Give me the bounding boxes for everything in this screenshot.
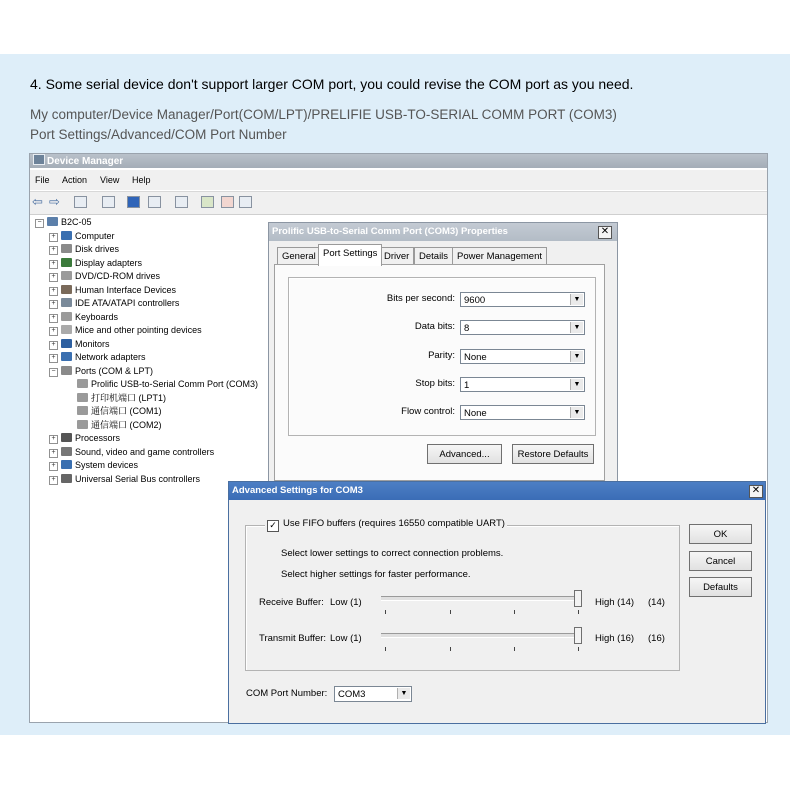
fifo-checkbox[interactable]: ✓ — [267, 520, 279, 532]
hint-higher: Select higher settings for faster performance. — [281, 569, 471, 580]
tree-item-label: 打印机端口 (LPT1) — [91, 392, 167, 403]
transmit-buffer-label: Transmit Buffer: — [259, 633, 327, 644]
uninstall-icon[interactable] — [221, 196, 234, 208]
port-device-icon — [77, 406, 88, 415]
field-select[interactable] — [460, 405, 585, 420]
expand-icon[interactable]: + — [49, 260, 58, 269]
expand-icon[interactable]: + — [49, 287, 58, 296]
field-label: Bits per second: — [386, 293, 455, 304]
tree-item-processor[interactable] — [49, 432, 120, 445]
display-icon — [61, 258, 72, 267]
tree-item-disk[interactable] — [49, 243, 119, 256]
tree-item-system[interactable] — [49, 459, 138, 472]
device-manager-icon — [33, 154, 45, 165]
port-properties-dialog — [268, 222, 618, 486]
expand-icon[interactable]: + — [49, 341, 58, 350]
close-icon[interactable]: ✕ — [749, 485, 763, 498]
chevron-down-icon[interactable]: ▼ — [570, 294, 583, 305]
ide-icon — [61, 298, 72, 307]
advanced-button[interactable]: Advanced... — [427, 444, 502, 464]
disk-icon — [61, 244, 72, 253]
receive-value: (14) — [648, 597, 665, 608]
view-icon[interactable] — [148, 196, 161, 208]
tree-item-label: Universal Serial Bus controllers — [75, 473, 201, 484]
tree-item-label: Disk drives — [75, 244, 120, 254]
expand-icon[interactable]: + — [49, 476, 58, 485]
tree-item-sound[interactable] — [49, 446, 214, 459]
tree-item-ide[interactable] — [49, 297, 179, 310]
port-device-icon — [77, 379, 88, 388]
tree-item-label: System devices — [75, 460, 139, 470]
computer-icon — [61, 231, 72, 240]
expand-icon[interactable]: + — [49, 449, 58, 458]
tree-item-label: Sound, video and game controllers — [75, 446, 215, 457]
field-label: Data bits: — [414, 321, 455, 332]
port-device-icon — [77, 420, 88, 429]
port-icon — [61, 366, 72, 375]
fifo-label: Use FIFO buffers (requires 16550 compatible UART) — [283, 518, 505, 529]
field-value: 8 — [464, 323, 470, 334]
advanced-title: Advanced Settings for COM3 — [232, 485, 363, 496]
back-arrow-icon[interactable]: ⇦ — [32, 194, 43, 209]
tree-item-port[interactable] — [49, 365, 153, 378]
tree-item-label: IDE ATA/ATAPI controllers — [75, 298, 180, 308]
chevron-down-icon[interactable]: ▼ — [570, 407, 583, 418]
tree-item-computer[interactable] — [49, 230, 115, 243]
properties-titlebar — [269, 223, 617, 241]
chevron-down-icon[interactable]: ▼ — [570, 351, 583, 362]
menu-action[interactable]: Action — [62, 175, 88, 185]
expand-icon[interactable]: + — [49, 300, 58, 309]
menu-view[interactable]: View — [100, 175, 120, 185]
expand-icon[interactable]: + — [49, 327, 58, 336]
tab-general[interactable]: General — [277, 247, 321, 265]
menu-file[interactable]: File — [35, 175, 50, 185]
defaults-button[interactable]: Defaults — [689, 577, 752, 597]
port-device-icon — [77, 393, 88, 402]
tree-item-dvd[interactable] — [49, 270, 160, 283]
tree-item-keyboard[interactable] — [49, 311, 118, 324]
field-label: Flow control: — [401, 406, 455, 417]
help-icon[interactable] — [127, 196, 140, 208]
field-select[interactable] — [460, 292, 585, 307]
list-icon[interactable] — [102, 196, 115, 208]
com-port-select[interactable] — [334, 686, 412, 702]
hid-icon — [61, 285, 72, 294]
menu-bar — [30, 170, 767, 190]
tree-item-monitor[interactable] — [49, 338, 110, 351]
transmit-high-label: High (16) — [595, 633, 635, 644]
transmit-slider-track — [381, 633, 582, 638]
toolbar — [30, 191, 767, 215]
mouse-icon — [61, 325, 72, 334]
tree-item-display[interactable] — [49, 257, 142, 270]
tree-item-mouse[interactable] — [49, 324, 202, 337]
keyboard-icon — [61, 312, 72, 321]
receive-slider-thumb[interactable] — [574, 590, 582, 607]
path-line-1: My computer/Device Manager/Port(COM/LPT)/PRELIFIE USB-TO-SERIAL COMM PORT (COM3) — [30, 107, 617, 122]
slider-tick — [385, 610, 386, 614]
tree-item-label: Ports (COM & LPT) — [75, 365, 154, 376]
expand-icon[interactable]: + — [49, 354, 58, 363]
tree-item-label: Prolific USB-to-Serial Comm Port (COM3) — [91, 379, 259, 389]
transmit-slider-thumb[interactable] — [574, 627, 582, 644]
chevron-down-icon[interactable]: ▼ — [397, 688, 410, 699]
field-value: 9600 — [464, 295, 486, 306]
expand-icon[interactable]: + — [49, 273, 58, 282]
menu-help[interactable]: Help — [132, 175, 151, 185]
field-select[interactable] — [460, 320, 585, 335]
field-label: Parity: — [428, 350, 455, 361]
tree-item-port-device[interactable] — [77, 378, 258, 391]
expand-icon[interactable]: + — [49, 246, 58, 255]
hint-lower: Select lower settings to correct connection problems. — [281, 548, 504, 559]
receive-buffer-label: Receive Buffer: — [259, 597, 324, 608]
enable-icon[interactable] — [239, 196, 252, 208]
restore-defaults-button[interactable]: Restore Defaults — [512, 444, 594, 464]
slider-tick — [514, 647, 515, 651]
expand-icon[interactable]: + — [49, 435, 58, 444]
chevron-down-icon[interactable]: ▼ — [570, 322, 583, 333]
port-settings-page — [274, 264, 605, 481]
tree-item-label: Display adapters — [75, 257, 143, 268]
tree-item-port-device[interactable] — [77, 419, 162, 432]
tab-power-management[interactable]: Power Management — [452, 247, 547, 265]
device-manager-title: Device Manager — [47, 156, 124, 167]
slider-tick — [450, 610, 451, 614]
properties-icon[interactable] — [74, 196, 87, 208]
monitor-icon — [61, 339, 72, 348]
tree-item-hid[interactable] — [49, 284, 176, 297]
chevron-down-icon[interactable]: ▼ — [570, 379, 583, 390]
expand-icon[interactable]: + — [49, 314, 58, 323]
transmit-low-label: Low (1) — [330, 633, 362, 644]
slider-tick — [514, 610, 515, 614]
sound-icon — [61, 447, 72, 456]
receive-low-label: Low (1) — [330, 597, 362, 608]
tree-item-label: 通信端口 (COM2) — [91, 419, 162, 430]
path-line-2: Port Settings/Advanced/COM Port Number — [30, 127, 287, 142]
field-value: None — [464, 352, 487, 363]
field-select[interactable] — [460, 377, 585, 392]
usb-icon — [61, 474, 72, 483]
advanced-settings-dialog — [228, 481, 766, 724]
tree-item-label: Mice and other pointing devices — [75, 325, 202, 335]
collapse-icon[interactable]: − — [35, 219, 44, 228]
forward-arrow-icon[interactable]: ⇨ — [49, 194, 60, 209]
tab-details[interactable]: Details — [414, 247, 453, 265]
fifo-checkbox-row[interactable] — [265, 518, 507, 532]
system-icon — [61, 460, 72, 469]
step-heading: 4. Some serial device don't support larger COM port, you could revise the COM port as you need. — [30, 76, 634, 92]
tree-item-label: Processors — [75, 433, 121, 443]
field-value: None — [464, 408, 487, 419]
close-icon[interactable]: ✕ — [598, 226, 612, 239]
properties-title: Prolific USB-to-Serial Comm Port (COM3) Properties — [272, 226, 508, 237]
tree-item-label: DVD/CD-ROM drives — [75, 271, 161, 281]
processor-icon — [61, 433, 72, 442]
receive-slider-track — [381, 596, 582, 601]
tree-item-label: Keyboards — [75, 311, 119, 322]
tree-item-network[interactable] — [49, 351, 146, 364]
ok-button[interactable]: OK — [689, 524, 752, 544]
tree-item-label: Computer — [75, 230, 115, 241]
scan-hardware-icon[interactable] — [175, 196, 188, 208]
tree-item-label: 通信端口 (COM1) — [91, 406, 162, 416]
update-driver-icon[interactable] — [201, 196, 214, 208]
tree-item-usb[interactable] — [49, 473, 200, 486]
tree-item-label: Monitors — [75, 338, 110, 349]
tree-item-label: Network adapters — [75, 352, 146, 362]
slider-tick — [450, 647, 451, 651]
tree-item-port-device[interactable] — [77, 392, 166, 405]
tree-root[interactable]: − B2C-05 — [35, 216, 92, 229]
advanced-titlebar — [229, 482, 765, 500]
field-select[interactable] — [460, 349, 585, 364]
device-manager-titlebar — [30, 154, 767, 168]
slider-tick — [578, 647, 579, 651]
tab-port-settings[interactable]: Port Settings — [318, 244, 382, 266]
slider-tick — [385, 647, 386, 651]
computer-root-icon — [47, 217, 58, 226]
tab-driver[interactable]: Driver — [379, 247, 414, 265]
network-icon — [61, 352, 72, 361]
dvd-icon — [61, 271, 72, 280]
com-port-label: COM Port Number: — [246, 688, 328, 699]
receive-high-label: High (14) — [595, 597, 635, 608]
expand-icon[interactable]: + — [49, 233, 58, 242]
collapse-icon[interactable]: − — [49, 368, 58, 377]
field-label: Stop bits: — [415, 378, 455, 389]
tree-item-port-device[interactable] — [77, 405, 162, 418]
tree-item-label: Human Interface Devices — [75, 284, 177, 295]
expand-icon[interactable]: + — [49, 462, 58, 471]
slider-tick — [578, 610, 579, 614]
transmit-value: (16) — [648, 633, 665, 644]
cancel-button[interactable]: Cancel — [689, 551, 752, 571]
com-port-value: COM3 — [338, 689, 366, 700]
field-value: 1 — [464, 380, 470, 391]
